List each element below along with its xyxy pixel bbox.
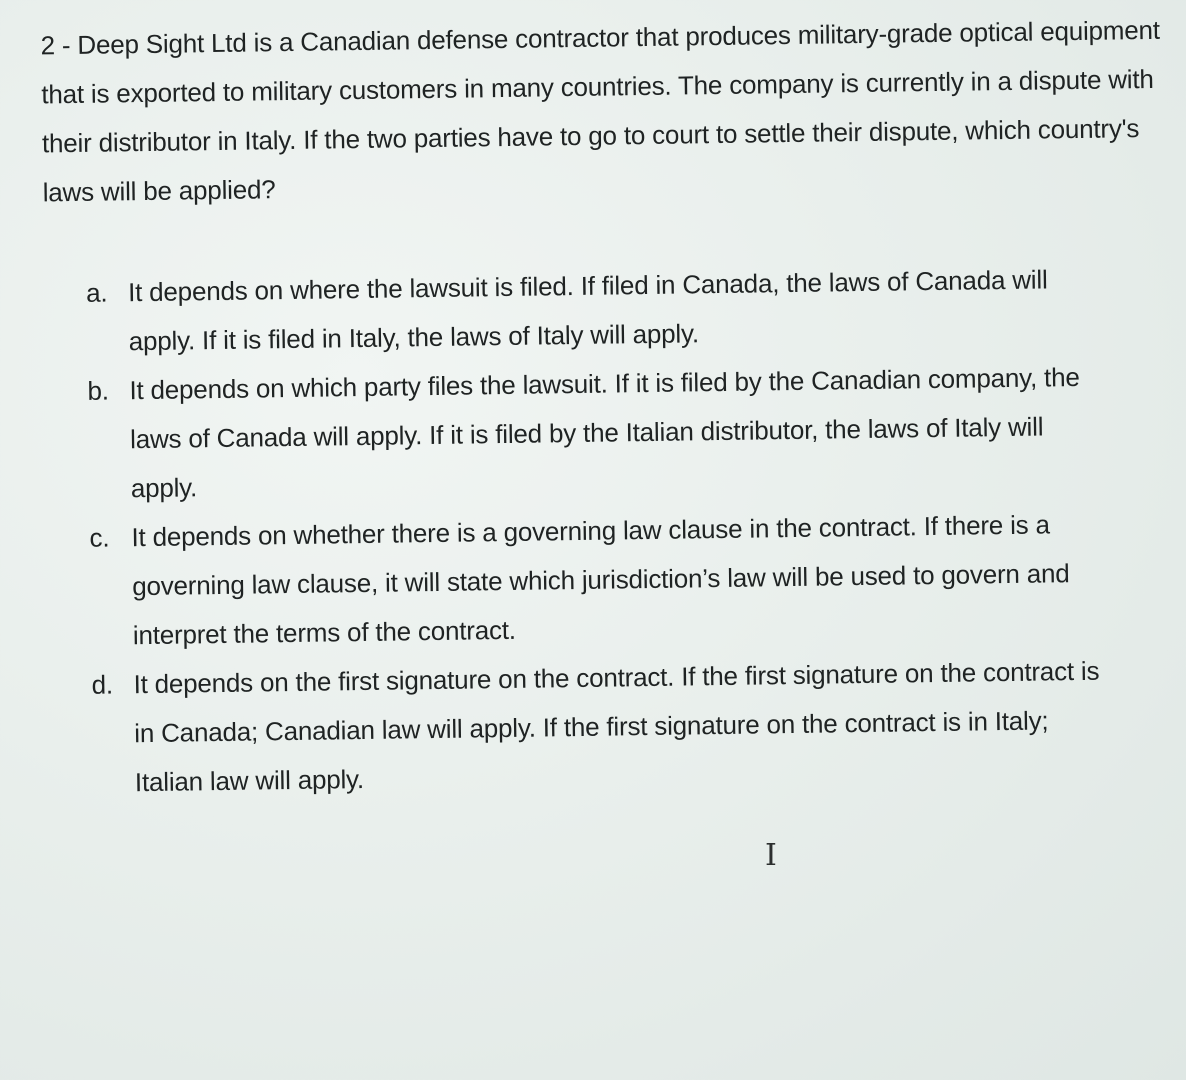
option-b-marker: b.	[87, 375, 109, 406]
option-b[interactable]	[87, 353, 1109, 514]
answer-options-list	[86, 255, 1113, 808]
i-beam-cursor-icon: I	[765, 838, 777, 873]
option-c[interactable]	[89, 500, 1111, 661]
option-d-text: It depends on the first signature on the contract. If the first signature on the contract is in Canada; Canadian law will apply. If the first signature on the contract is in Italy; Italian law will apply.	[133, 655, 1100, 798]
option-d-marker: d.	[91, 669, 114, 700]
option-a-marker: a.	[85, 277, 108, 308]
option-a[interactable]	[86, 255, 1107, 367]
option-d[interactable]	[91, 647, 1113, 808]
option-b-text: It depends on which party files the lawsuit. If it is filed by the Canadian company, the laws of Canada will apply. If it is filed by the Italian distributor, the laws of Italy will apply.	[129, 361, 1080, 504]
option-c-marker: c.	[89, 522, 110, 553]
question-text: 2 - Deep Sight Ltd is a Canadian defense contractor that produces military-grade optical equipment that is exported to military customers in many countries. The company is currently in a dispute with their distributor in Italy. If the two parties have to go to court to settle their dispute, which country's laws will be applied?	[40, 14, 1161, 208]
option-a-text: It depends on where the lawsuit is filed. If filed in Canada, the laws of Canada will apply. If it is filed in Italy, the laws of Italy will apply.	[127, 264, 1048, 357]
option-c-text: It depends on whether there is a governing law clause in the contract. If there is a governing law clause, it will state which jurisdiction’s law will be used to govern and interpret the terms of the contract.	[131, 509, 1070, 651]
